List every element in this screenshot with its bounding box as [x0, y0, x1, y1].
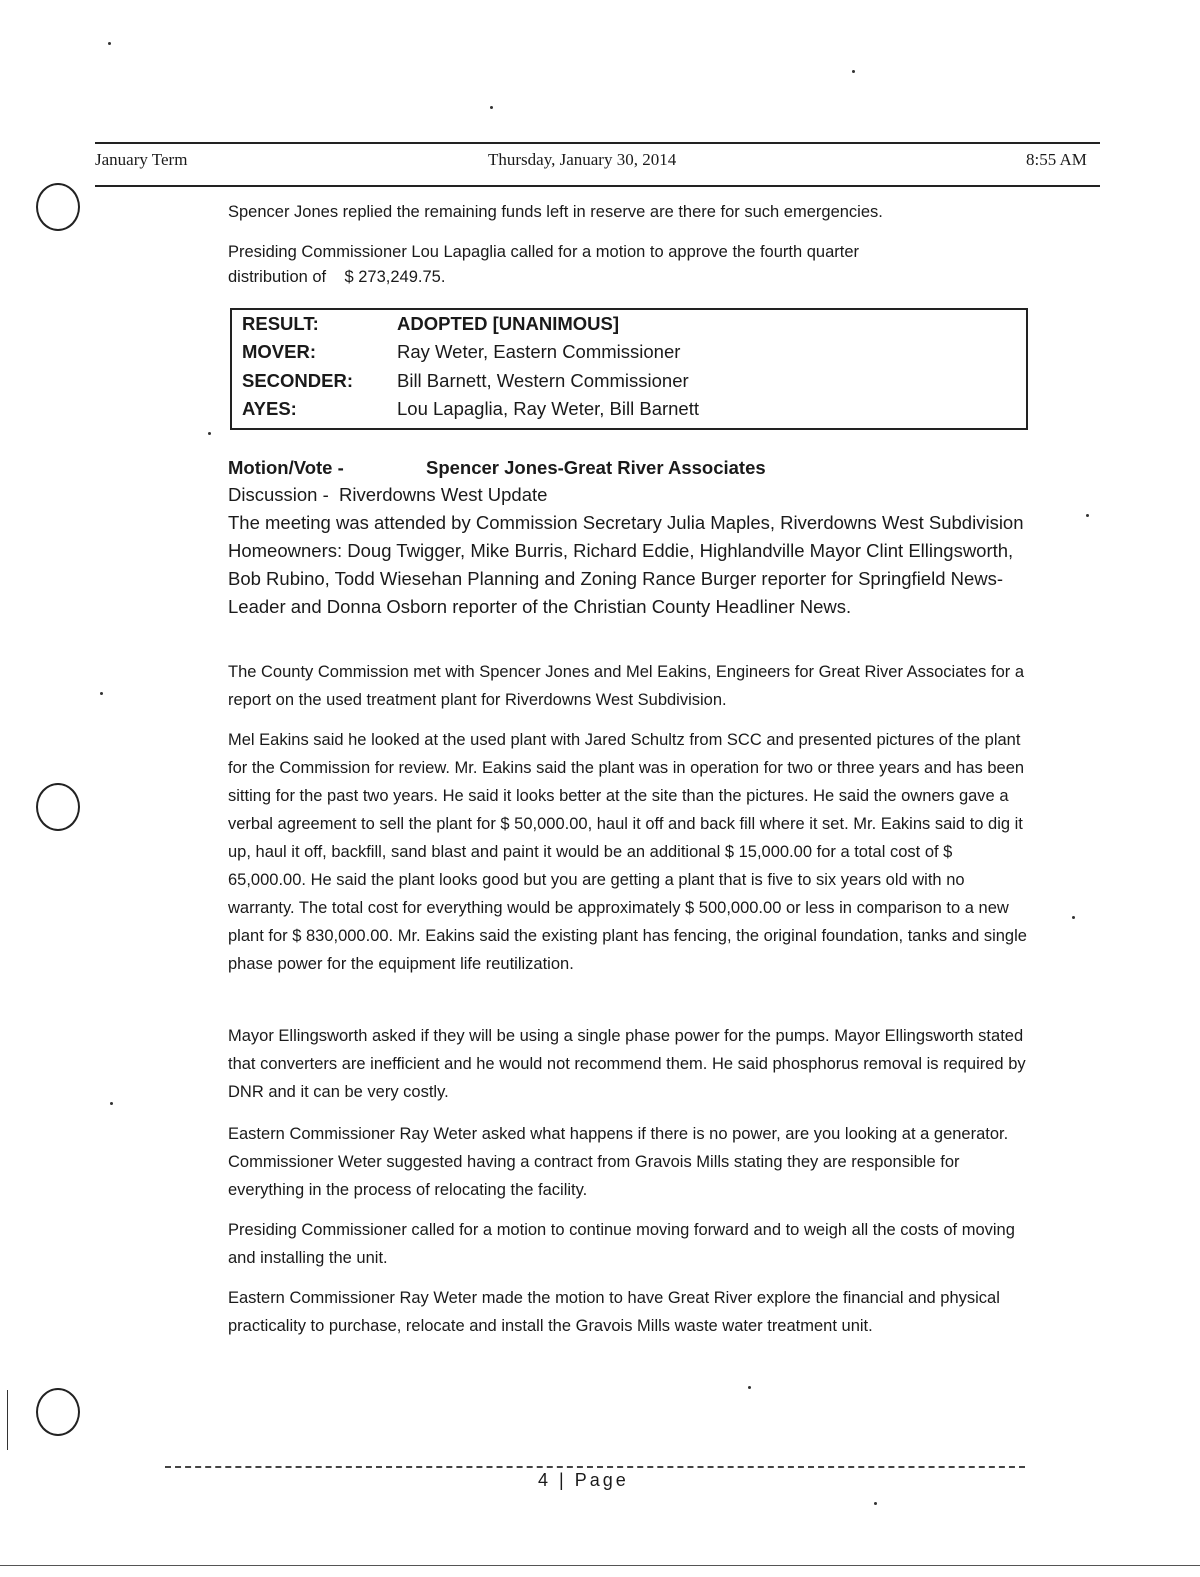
scan-speck [490, 106, 493, 109]
scan-speck [748, 1386, 751, 1389]
footer-rule [165, 1466, 1025, 1468]
punch-hole-middle [36, 783, 80, 831]
punch-hole-bottom [36, 1388, 80, 1436]
vote-label: RESULT: [242, 313, 319, 334]
attendees-paragraph: The meeting was attended by Commission Secretary Julia Maples, Riverdowns West Subdivision Homeowners: Doug Twigger, Mike Burris, Richard Eddie, Highlandville Mayor Clint Ellingsworth, Bob Rubino, Todd Wiesehan Planning and Zoning Rance Burger reporter for Springfield News-Leader and Donna Osborn reporter of the Christian County Headliner News. [228, 512, 1024, 617]
left-edge-mark [7, 1390, 8, 1450]
scan-speck [874, 1502, 877, 1505]
paragraph-weter-generator: Eastern Commissioner Ray Weter asked what happens if there is no power, are you looking at a generator. Commissioner Weter suggested having a contract from Gravois Mills stating they are responsible for everything in the process of relocating the facility. [228, 1125, 1009, 1199]
vote-result-box [230, 308, 1028, 430]
vote-value: Bill Barnett, Western Commissioner [397, 370, 689, 391]
bottom-edge-line [0, 1565, 1200, 1566]
paragraph-motion-line2: distribution of $ 273,249.75. [228, 268, 446, 286]
page-number: 4 | Page [538, 1470, 629, 1490]
paragraph-mayor-ellingsworth: Mayor Ellingsworth asked if they will be using a single phase power for the pumps. Mayor Ellingsworth stated that converters are inefficient and he would not recommend them. He said phosphorus removal is required by DNR and it can be very costly. [228, 1027, 1026, 1101]
header-time: 8:55 AM [1026, 150, 1087, 169]
header-term: January Term [95, 150, 188, 169]
motion-label: Motion/Vote - [228, 457, 344, 478]
scan-speck [108, 42, 111, 45]
vote-label: MOVER: [242, 341, 316, 362]
scan-speck [1072, 916, 1075, 919]
vote-value: Ray Weter, Eastern Commissioner [397, 341, 681, 362]
scan-speck [110, 1102, 113, 1105]
vote-value: Lou Lapaglia, Ray Weter, Bill Barnett [397, 398, 699, 419]
paragraph-commission-met: The County Commission met with Spencer Jones and Mel Eakins, Engineers for Great River Associates for a report on the used treatment plant for Riverdowns West Subdivision. [228, 663, 1025, 709]
motion-title: Spencer Jones-Great River Associates [426, 457, 766, 478]
paragraph-weter-motion: Eastern Commissioner Ray Weter made the motion to have Great River explore the financial and physical practicality to purchase, relocate and install the Gravois Mills waste water treatment unit. [228, 1289, 1000, 1335]
vote-label: AYES: [242, 398, 297, 419]
header-rule-bottom [95, 185, 1100, 187]
paragraph-reserve-funds: Spencer Jones replied the remaining funds left in reserve are there for such emergencies. [228, 203, 883, 221]
discussion-line: Discussion - Riverdowns West Update [228, 484, 548, 505]
paragraph-eakins-report: Mel Eakins said he looked at the used plant with Jared Schultz from SCC and presented pictures of the plant for the Commission for review. Mr. Eakins said the plant was in operation for two or three years and has been sitting for the past two years. He said it looks better at the site than the pictures. He said the owners gave a verbal agreement to sell the plant for $ 50,000.00, haul it off and back fill where it set. Mr. Eakins said to dig it up, haul it off, backfill, sand blast and paint it would be an additional $ 15,000.00 for a total cost of $ 65,000.00. He said the plant looks good but you are getting a plant that is five to six years old with no warranty. The total cost for everything would be approximately $ 500,000.00 or less in comparison to a new plant for $ 830,000.00. Mr. Eakins said the existing plant has fencing, the original foundation, tanks and single phase power for the equipment life reutilization. [228, 731, 1027, 973]
header-date: Thursday, January 30, 2014 [488, 150, 677, 169]
vote-label: SECONDER: [242, 370, 354, 391]
punch-hole-top [36, 183, 80, 231]
scan-speck [1086, 514, 1089, 517]
vote-value: ADOPTED [UNANIMOUS] [397, 313, 619, 334]
paragraph-motion-line1: Presiding Commissioner Lou Lapaglia called for a motion to approve the fourth quarter [228, 243, 860, 261]
header-rule-top [95, 142, 1100, 144]
scan-speck [100, 692, 103, 695]
scan-speck [852, 70, 855, 73]
scan-speck [208, 432, 211, 435]
motion-heading [228, 454, 1028, 482]
paragraph-continue-motion: Presiding Commissioner called for a motion to continue moving forward and to weigh all the costs of moving and installing the unit. [228, 1221, 1015, 1267]
